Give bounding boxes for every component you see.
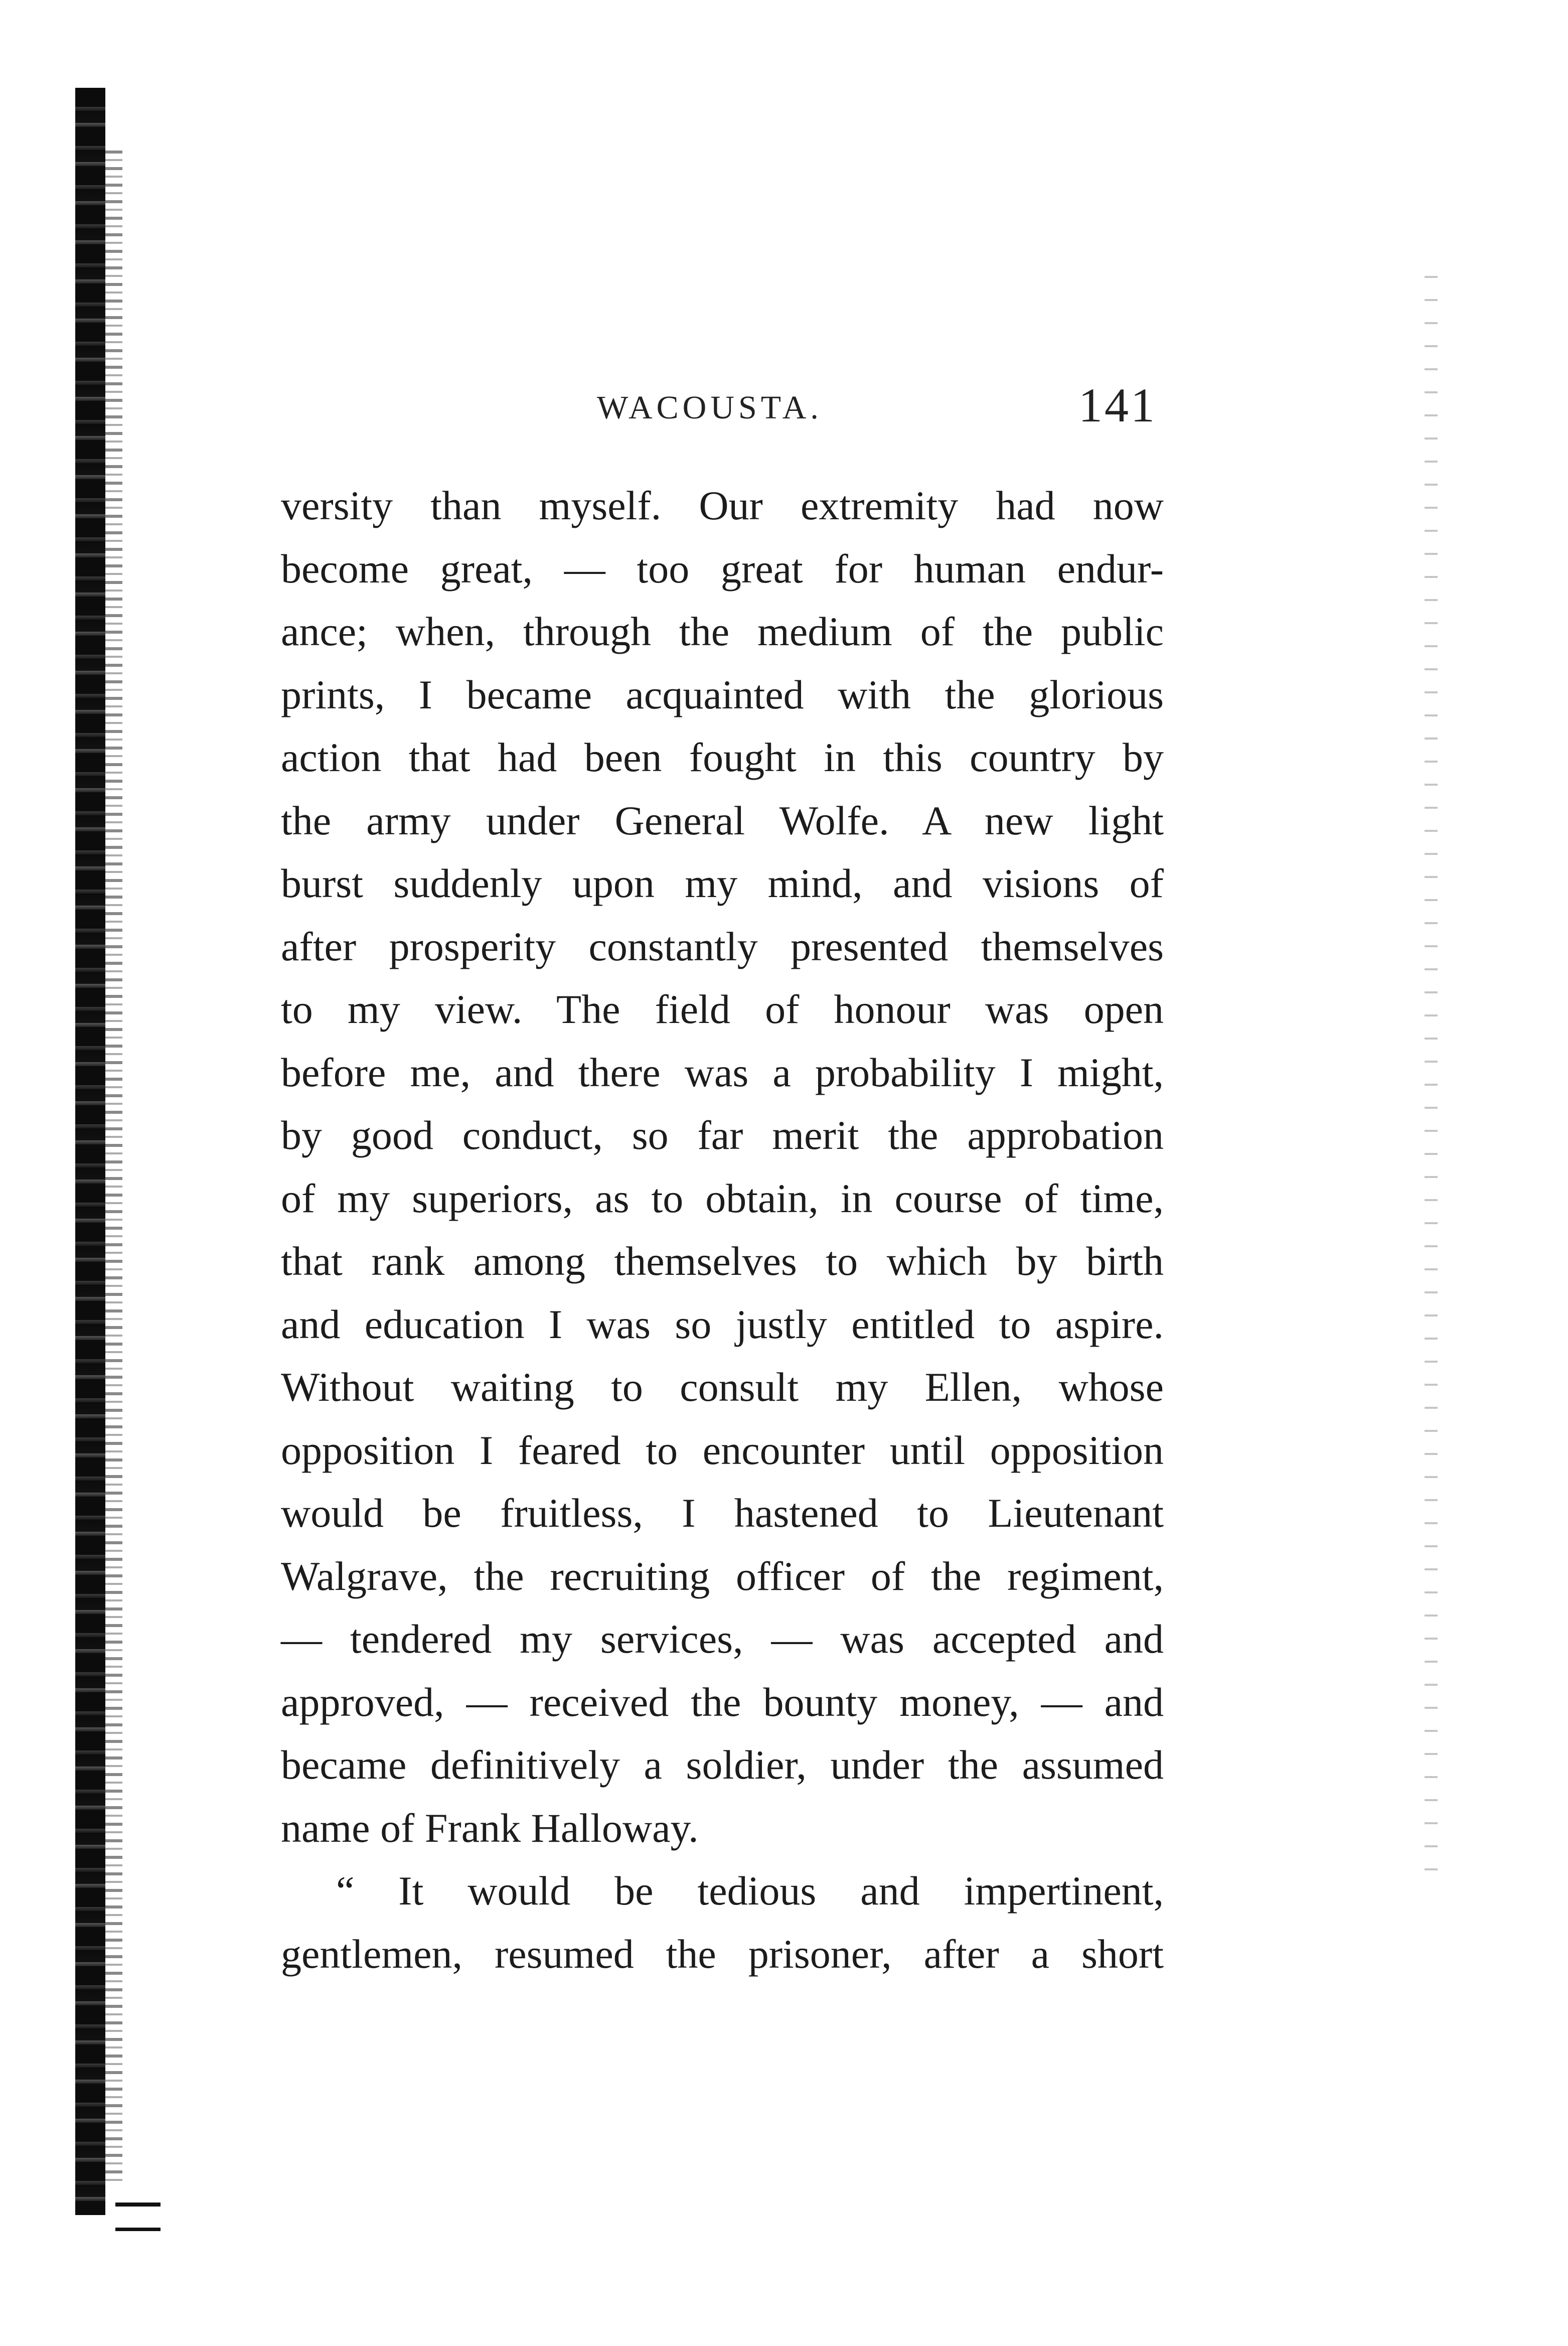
page-number: 141 bbox=[1078, 378, 1157, 432]
text-line: by good conduct, so far merit the approbation bbox=[281, 1112, 1164, 1158]
text-line: opposition I feared to encounter until opposition bbox=[281, 1427, 1164, 1473]
text-line: versity than myself. Our extremity had now bbox=[281, 483, 1164, 528]
text-line: become great, — too great for human endur- bbox=[281, 545, 1164, 592]
body-text bbox=[281, 474, 1164, 1985]
text-line: action that had been fought in this country by bbox=[281, 735, 1164, 780]
text-line: — tendered my services, — was accepted and bbox=[281, 1616, 1164, 1662]
book-gutter-edge bbox=[105, 151, 122, 2182]
text-line: the army under General Wolfe. A new light bbox=[281, 797, 1164, 843]
text-line: before me, and there was a probability I might, bbox=[281, 1049, 1164, 1095]
gutter-rule-top bbox=[115, 2203, 161, 2207]
running-head bbox=[0, 378, 1568, 442]
text-line: to my view. The field of honour was open bbox=[281, 986, 1164, 1032]
margin-speckles bbox=[1425, 276, 1438, 1881]
text-line: prints, I became acquainted with the glorious bbox=[281, 671, 1164, 717]
text-line: that rank among themselves to which by birth bbox=[281, 1238, 1164, 1284]
text-line: would be fruitless, I hastened to Lieutenant bbox=[281, 1490, 1164, 1536]
running-title: WACOUSTA. bbox=[597, 389, 823, 426]
text-line: approved, — received the bounty money, — and bbox=[281, 1679, 1164, 1725]
text-line: and education I was so justly entitled to aspire. bbox=[281, 1301, 1164, 1347]
gutter-rule-bottom bbox=[115, 2228, 161, 2231]
text-line: gentlemen, resumed the prisoner, after a short bbox=[281, 1931, 1164, 1977]
paragraph-start-line: “ It would be tedious and impertinent, bbox=[336, 1868, 1164, 1914]
text-line: after prosperity constantly presented themselves bbox=[281, 923, 1164, 969]
text-line: became definitively a soldier, under the assumed bbox=[281, 1742, 1164, 1788]
paragraph-end-line: name of Frank Halloway. bbox=[281, 1805, 699, 1851]
text-line: burst suddenly upon my mind, and visions of bbox=[281, 860, 1164, 906]
text-line: ance; when, through the medium of the public bbox=[281, 609, 1164, 654]
text-line: of my superiors, as to obtain, in course of time, bbox=[281, 1175, 1164, 1221]
text-line: Without waiting to consult my Ellen, whose bbox=[281, 1364, 1164, 1410]
text-line: Walgrave, the recruiting officer of the regiment, bbox=[281, 1553, 1164, 1599]
